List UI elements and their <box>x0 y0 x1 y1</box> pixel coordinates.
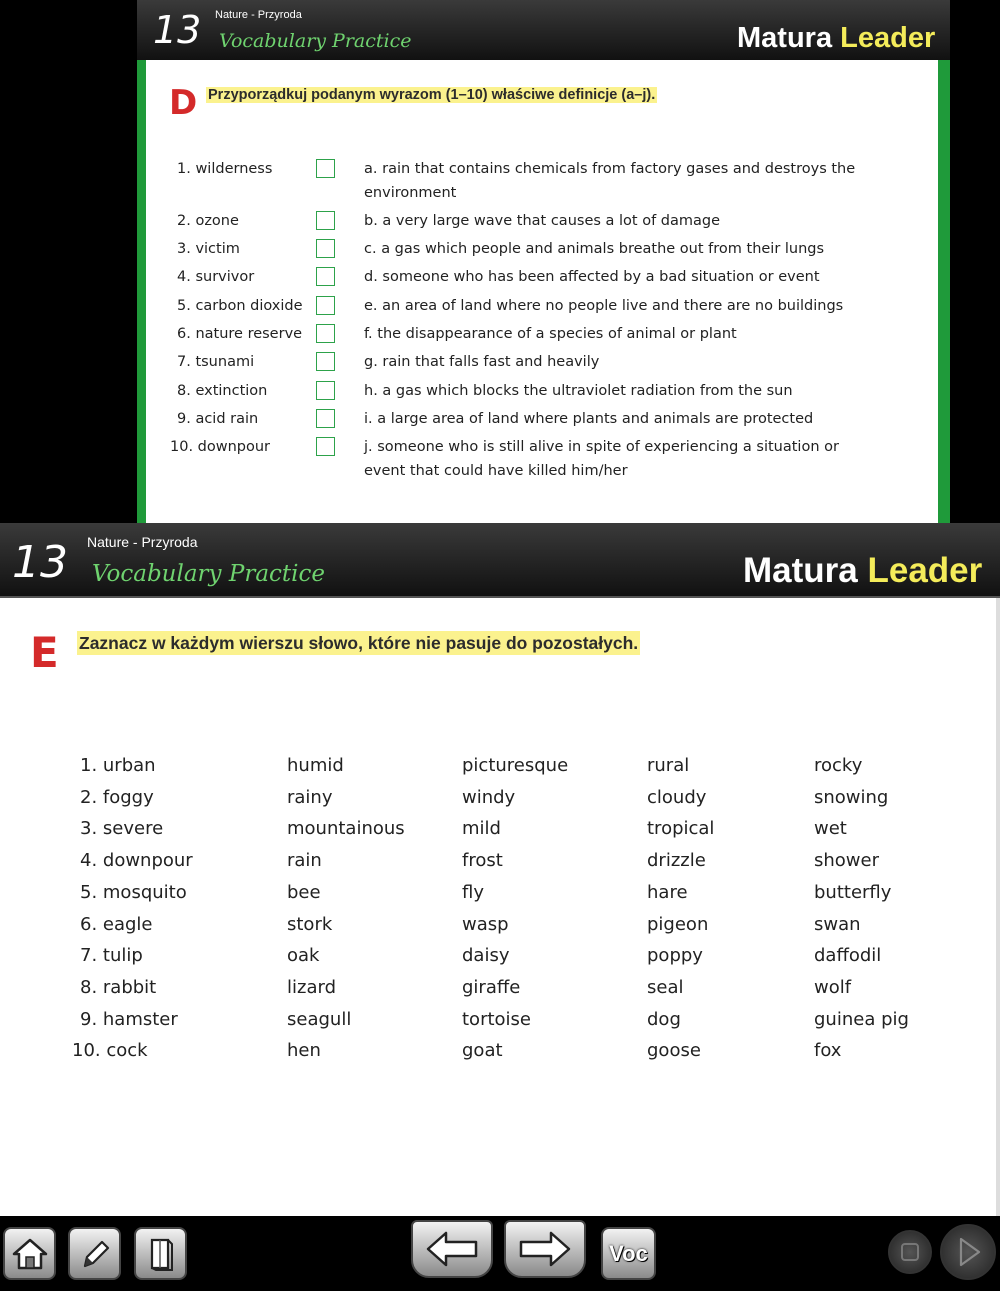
match-definition: h. a gas which blocks the ultraviolet radiation from the sun <box>364 383 793 399</box>
word-option[interactable]: rocky <box>814 755 863 776</box>
exercise-d-letter: D <box>169 83 198 123</box>
unit-title: Vocabulary Practice <box>92 561 325 587</box>
brand-logo <box>743 551 982 591</box>
vocabulary-button[interactable] <box>601 1227 656 1280</box>
word-option[interactable]: dog <box>647 1008 681 1030</box>
match-definition: f. the disappearance of a species of animal or plant <box>364 326 737 342</box>
word-option[interactable]: butterfly <box>814 881 892 903</box>
answer-checkbox[interactable] <box>316 267 335 286</box>
match-definition: d. someone who has been affected by a bad situation or event <box>364 269 820 285</box>
match-definition: c. a gas which people and animals breathe out from their lungs <box>364 241 825 257</box>
answer-checkbox[interactable] <box>316 409 335 428</box>
exercise-e-header <box>0 523 1000 598</box>
word-option[interactable]: daffodil <box>814 945 882 967</box>
word-row-start: 3. severe <box>80 818 164 840</box>
word-option[interactable]: bee <box>287 881 321 903</box>
word-option[interactable]: mild <box>462 818 501 840</box>
word-option[interactable]: mountainous <box>287 818 405 840</box>
answer-checkbox[interactable] <box>316 381 335 400</box>
exercise-e-letter: E <box>30 628 59 677</box>
word-option[interactable]: fly <box>462 881 484 903</box>
home-button[interactable] <box>3 1227 56 1280</box>
arrow-left-icon <box>424 1230 480 1268</box>
word-row-start: 6. eagle <box>80 913 153 935</box>
word-option[interactable]: cloudy <box>647 786 707 808</box>
match-word: 10. downpour <box>170 439 271 455</box>
play-icon <box>942 1226 994 1278</box>
word-option[interactable]: wet <box>814 818 847 840</box>
brand-first: Matura <box>743 551 858 590</box>
word-row-start: 10. cock <box>72 1040 148 1062</box>
word-option[interactable]: seal <box>647 976 684 998</box>
word-option[interactable]: windy <box>462 786 516 808</box>
brand-second: Leader <box>840 22 936 54</box>
play-button[interactable] <box>940 1224 996 1280</box>
word-option[interactable]: daisy <box>462 945 510 967</box>
brand-logo <box>737 22 935 55</box>
word-option[interactable]: hen <box>287 1040 321 1062</box>
vocabulary-button-label: Voc <box>609 1240 648 1266</box>
word-option[interactable]: tropical <box>647 818 715 840</box>
word-option[interactable]: rural <box>647 755 690 776</box>
green-border-right <box>938 60 950 523</box>
match-definition: i. a large area of land where plants and animals are protected <box>364 411 814 427</box>
arrow-right-icon <box>517 1230 573 1268</box>
word-option[interactable]: wasp <box>462 913 509 935</box>
word-option[interactable]: goose <box>647 1040 701 1062</box>
match-word: 9. acid rain <box>177 411 259 427</box>
match-word: 3. victim <box>177 241 240 257</box>
green-border-left <box>137 60 146 523</box>
word-option[interactable]: guinea pig <box>814 1008 909 1030</box>
match-definition: g. rain that falls fast and heavily <box>364 354 600 370</box>
answer-checkbox[interactable] <box>316 437 335 456</box>
word-row-start: 5. mosquito <box>80 881 187 903</box>
word-option[interactable]: rainy <box>287 786 333 808</box>
word-option[interactable]: poppy <box>647 945 703 967</box>
exercise-e-instruction: Zaznacz w każdym wierszu słowo, które nie pasuje do pozostałych. <box>79 633 639 653</box>
word-option[interactable]: oak <box>287 945 320 967</box>
match-word: 1. wilderness <box>177 161 273 177</box>
word-row-start: 4. downpour <box>80 850 193 872</box>
word-option[interactable]: fox <box>814 1040 842 1062</box>
unit-subtitle: Nature - Przyroda <box>215 9 302 21</box>
word-option[interactable]: frost <box>462 850 503 872</box>
exercise-d-header <box>137 0 950 60</box>
word-option[interactable]: picturesque <box>462 755 569 776</box>
stop-button[interactable] <box>888 1230 932 1274</box>
brand-first: Matura <box>737 22 833 54</box>
word-option[interactable]: seagull <box>287 1008 352 1030</box>
word-option[interactable]: tortoise <box>462 1008 531 1030</box>
word-row-start: 1. urban <box>80 755 156 776</box>
word-option[interactable]: lizard <box>287 976 336 998</box>
match-word: 4. survivor <box>177 269 255 285</box>
previous-page-button[interactable] <box>411 1220 493 1278</box>
match-word: 5. carbon dioxide <box>177 298 303 314</box>
word-row-start: 8. rabbit <box>80 976 157 998</box>
match-definition: j. someone who is still alive in spite of experiencing a situation or event that could have killed him/her <box>364 439 839 479</box>
unit-number: 13 <box>12 537 68 588</box>
word-option[interactable]: swan <box>814 913 861 935</box>
match-word: 8. extinction <box>177 383 268 399</box>
word-option[interactable]: wolf <box>814 976 852 998</box>
unit-number: 13 <box>153 8 202 52</box>
stop-icon <box>890 1232 930 1272</box>
bottom-toolbar <box>0 1216 1000 1291</box>
word-row-start: 7. tulip <box>80 945 143 967</box>
answer-checkbox[interactable] <box>316 296 335 315</box>
unit-subtitle: Nature - Przyroda <box>87 534 198 550</box>
word-row-start: 2. foggy <box>80 786 154 808</box>
unit-title: Vocabulary Practice <box>219 30 412 52</box>
match-word: 2. ozone <box>177 213 239 229</box>
match-word: 6. nature reserve <box>177 326 303 342</box>
book-icon <box>144 1236 178 1272</box>
pencil-icon <box>78 1237 112 1271</box>
word-option[interactable]: pigeon <box>647 913 709 935</box>
answer-checkbox[interactable] <box>316 352 335 371</box>
word-option[interactable]: stork <box>287 913 333 935</box>
word-option[interactable]: goat <box>462 1040 503 1062</box>
answer-checkbox[interactable] <box>316 239 335 258</box>
match-definition: b. a very large wave that causes a lot of damage <box>364 213 721 229</box>
answer-checkbox[interactable] <box>316 324 335 343</box>
word-option[interactable]: humid <box>287 755 344 776</box>
brand-second: Leader <box>867 551 983 590</box>
match-definition: e. an area of land where no people live and there are no buildings <box>364 298 844 314</box>
word-option[interactable]: snowing <box>814 786 889 808</box>
word-option[interactable]: hare <box>647 881 688 903</box>
book-button[interactable] <box>134 1227 187 1280</box>
match-definition: a. rain that contains chemicals from factory gases and destroys the environment <box>364 161 856 201</box>
word-row-start: 9. hamster <box>80 1008 178 1030</box>
answer-checkbox[interactable] <box>316 159 335 178</box>
answer-checkbox[interactable] <box>316 211 335 230</box>
home-icon <box>12 1237 48 1271</box>
exercise-d-instruction: Przyporządkuj podanym wyrazom (1–10) właściwe definicje (a–j). <box>208 87 656 103</box>
word-option[interactable]: drizzle <box>647 850 706 872</box>
word-option[interactable]: rain <box>287 850 322 872</box>
notes-button[interactable] <box>68 1227 121 1280</box>
exercise-e-panel <box>0 598 1000 1216</box>
word-option[interactable]: shower <box>814 850 879 872</box>
match-word: 7. tsunami <box>177 354 255 370</box>
next-page-button[interactable] <box>504 1220 586 1278</box>
word-option[interactable]: giraffe <box>462 976 521 998</box>
